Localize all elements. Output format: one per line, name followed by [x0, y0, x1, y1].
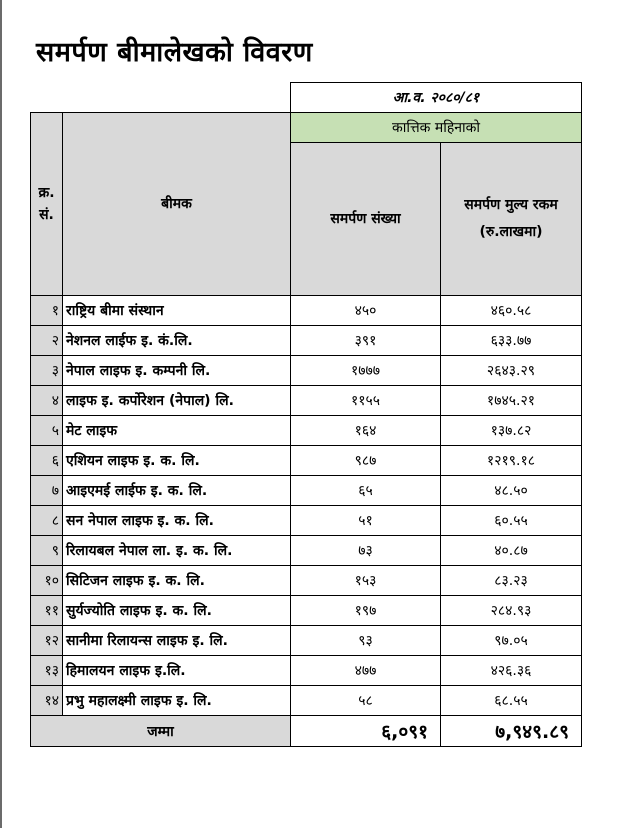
row-insurer-name: सानीमा रिलायन्स लाइफ इ. लि.: [63, 626, 291, 656]
row-insurer-name: आइएमई लाईफ इ. क. लि.: [63, 476, 291, 506]
row-count: १५३: [291, 566, 441, 596]
row-amount: ६३३.७७: [441, 326, 582, 356]
row-amount: ४६०.५८: [441, 296, 582, 326]
header-count: समर्पण संख्या: [291, 143, 441, 296]
row-insurer-name: लाइफ इ. कर्पोरेशन (नेपाल) लि.: [63, 386, 291, 416]
row-amount: २६४३.२९: [441, 356, 582, 386]
table-row: [31, 686, 582, 716]
row-count: ३९१: [291, 326, 441, 356]
row-count: ५८: [291, 686, 441, 716]
table-row: [31, 326, 582, 356]
row-amount: ६८.५५: [441, 686, 582, 716]
table-row: [31, 626, 582, 656]
table-row: [31, 296, 582, 326]
row-insurer-name: हिमालयन लाइफ इ.लि.: [63, 656, 291, 686]
left-border: [0, 0, 2, 828]
row-count: १७७७: [291, 356, 441, 386]
row-insurer-name: प्रभु महालक्ष्मी लाइफ इ. लि.: [63, 686, 291, 716]
total-label: जम्मा: [31, 716, 291, 747]
row-insurer-name: राष्ट्रिय बीमा संस्थान: [63, 296, 291, 326]
surrender-table: [30, 82, 582, 747]
row-sn: ५: [31, 416, 63, 446]
row-amount: २८४.९३: [441, 596, 582, 626]
total-count: ६,०९१: [291, 716, 441, 747]
row-count: ४५०: [291, 296, 441, 326]
row-sn: ११: [31, 596, 63, 626]
row-count: ९३: [291, 626, 441, 656]
row-count: ५१: [291, 506, 441, 536]
row-insurer-name: सन नेपाल लाइफ इ. क. लि.: [63, 506, 291, 536]
row-sn: २: [31, 326, 63, 356]
row-amount: ४०.८७: [441, 536, 582, 566]
row-sn: ८: [31, 506, 63, 536]
row-amount: १३७.८२: [441, 416, 582, 446]
row-insurer-name: नेशनल लाईफ इ. कं.लि.: [63, 326, 291, 356]
row-amount: ६०.५५: [441, 506, 582, 536]
row-amount: ४२६.३६: [441, 656, 582, 686]
row-sn: १०: [31, 566, 63, 596]
page-title: समर्पण बीमालेखको विवरण: [36, 37, 313, 68]
row-sn: ६: [31, 446, 63, 476]
row-sn: १२: [31, 626, 63, 656]
row-insurer-name: सुर्यज्योति लाइफ इ. क. लि.: [63, 596, 291, 626]
header-insurer: बीमक: [63, 113, 291, 296]
row-sn: ४: [31, 386, 63, 416]
row-sn: ३: [31, 356, 63, 386]
row-amount: १७४५.२१: [441, 386, 582, 416]
table-row: [31, 596, 582, 626]
row-insurer-name: नेपाल लाइफ इ. कम्पनी लि.: [63, 356, 291, 386]
row-count: १९७: [291, 596, 441, 626]
row-count: ९८७: [291, 446, 441, 476]
table-row: [31, 506, 582, 536]
table-row: [31, 566, 582, 596]
row-count: ६५: [291, 476, 441, 506]
header-amount: समर्पण मुल्य रकम (रु.लाखमा): [441, 143, 582, 296]
table-row: [31, 656, 582, 686]
total-row: [31, 716, 582, 747]
row-amount: ४८.५०: [441, 476, 582, 506]
row-count: १६४: [291, 416, 441, 446]
row-sn: ७: [31, 476, 63, 506]
table-row: [31, 416, 582, 446]
row-amount: ९७.०५: [441, 626, 582, 656]
header-sn: क्र. सं.: [31, 113, 63, 296]
row-sn: १३: [31, 656, 63, 686]
table-row: [31, 536, 582, 566]
row-insurer-name: सिटिजन लाइफ इ. क. लि.: [63, 566, 291, 596]
fiscal-year: आ.व. २०८०/८१: [291, 83, 582, 113]
row-insurer-name: मेट लाइफ: [63, 416, 291, 446]
row-sn: १४: [31, 686, 63, 716]
table-row: [31, 446, 582, 476]
row-count: ११५५: [291, 386, 441, 416]
table-row: [31, 386, 582, 416]
row-insurer-name: एशियन लाइफ इ. क. लि.: [63, 446, 291, 476]
row-amount: ८३.२३: [441, 566, 582, 596]
row-insurer-name: रिलायबल नेपाल ला. इ. क. लि.: [63, 536, 291, 566]
table-row: [31, 356, 582, 386]
row-sn: ९: [31, 536, 63, 566]
row-count: ७३: [291, 536, 441, 566]
total-amount: ७,९४९.८९: [441, 716, 582, 747]
row-count: ४७७: [291, 656, 441, 686]
row-sn: १: [31, 296, 63, 326]
period-label: कात्तिक महिनाको: [291, 113, 582, 143]
row-amount: १२१९.१८: [441, 446, 582, 476]
table-row: [31, 476, 582, 506]
blank-cell: [31, 83, 291, 113]
